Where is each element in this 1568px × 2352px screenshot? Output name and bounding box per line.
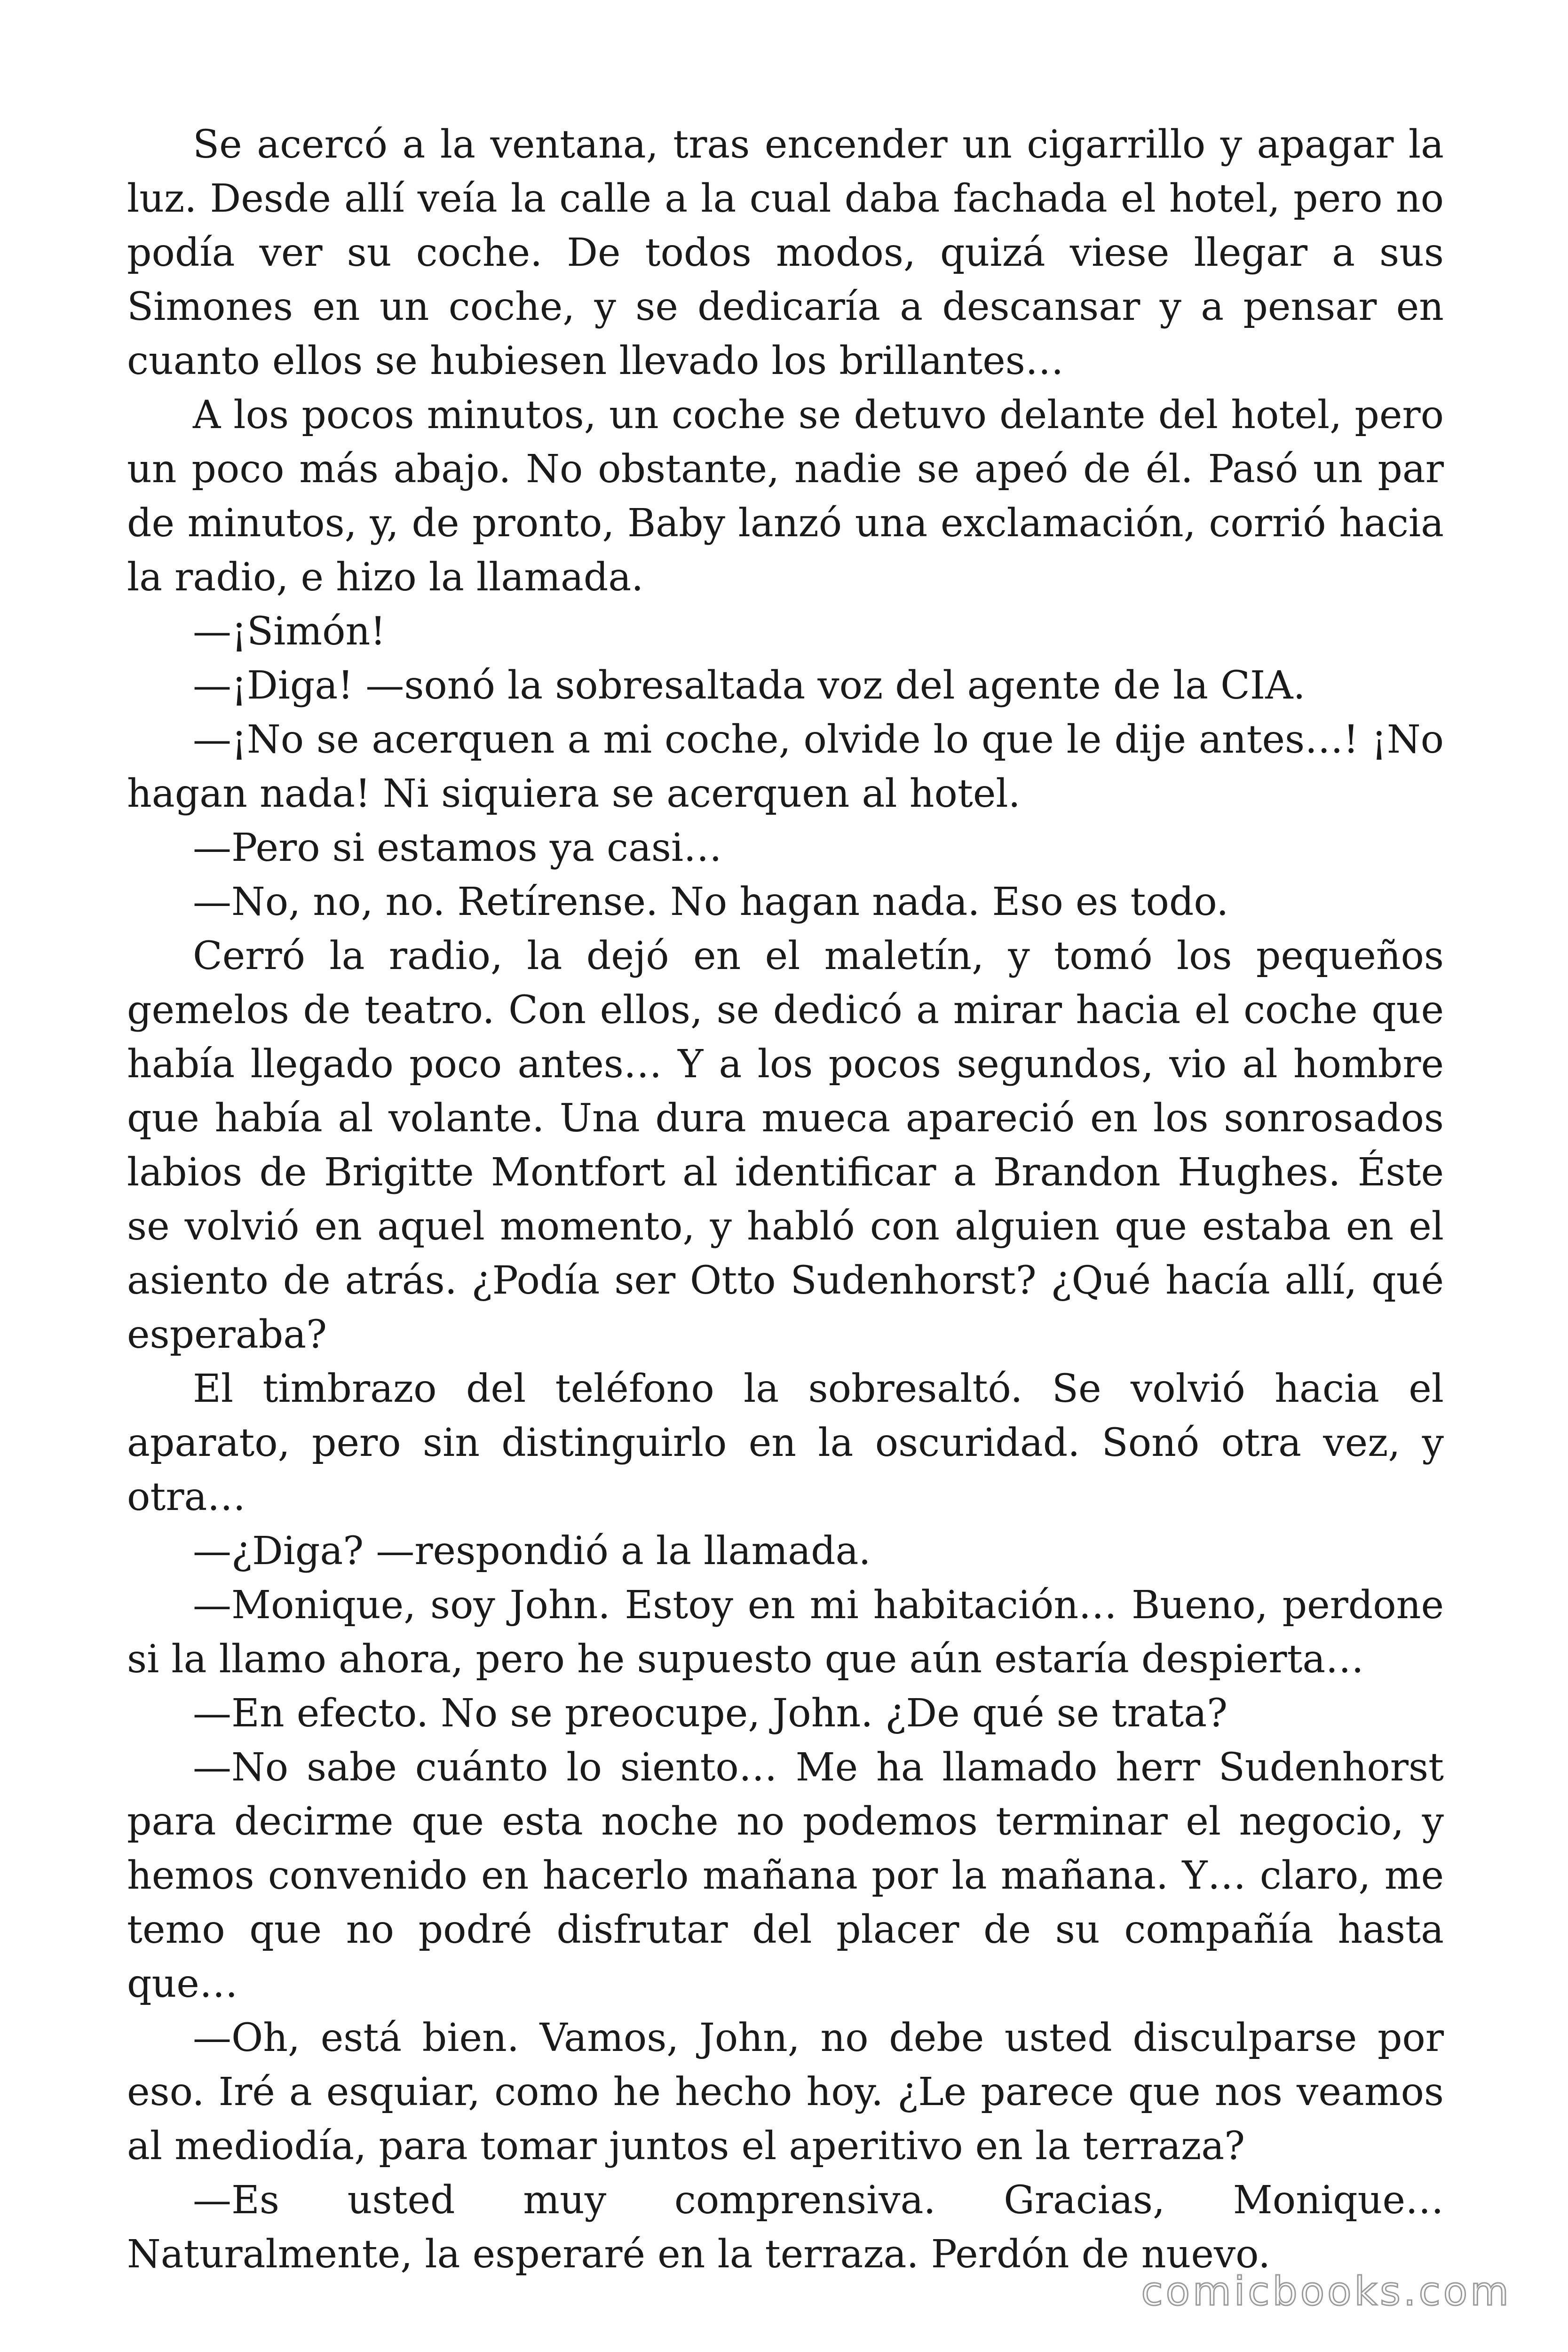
paragraph-3: —¡Simón! [193,609,386,654]
paragraph-12: —En efecto. No se preocupe, John. ¿De qué se trata? [193,1691,1228,1736]
paragraph-1: Se acercó a la ventana, tras encender un cigarrillo y apagar la luz. Desde allí veía la calle a la cual daba fachada el hotel, pero no podía ver su coche. De todos modos, quizá viese llegar a sus Simones en un coche, y se dedicaría a descansar y a pensar en cuanto ellos se hubiesen llevado los brillantes… [127,122,1444,383]
paragraph-6: —Pero si estamos ya casi… [193,826,722,870]
paragraph-2: A los pocos minutos, un coche se detuvo delante del hotel, pero un poco más abajo. No obstante, nadie se apeó de él. Pasó un par de minutos, y, de pronto, Baby lanzó una exclamación, corrió hacia la radio, e hizo la llamada. [127,393,1444,600]
paragraph-8: Cerró la radio, la dejó en el maletín, y tomó los pequeños gemelos de teatro. Con ellos, se dedicó a mirar hacia el coche que había llegado poco antes… Y a los pocos segundos, vio al hombre que había al volante. Una dura mueca apareció en los sonrosados labios de Brigitte Montfort al identificar a Brandon Hughes. Éste se volvió en aquel momento, y habló con alguien que estaba en el asiento de atrás. ¿Podía ser Otto Sudenhorst? ¿Qué hacía allí, qué esperaba? [127,934,1444,1357]
paragraph-5: —¡No se acerquen a mi coche, olvide lo que le dije antes…! ¡No hagan nada! Ni siquiera se acerquen al hotel. [127,717,1444,816]
paragraph-14: —Oh, está bien. Vamos, John, no debe usted disculparse por eso. Iré a esquiar, como he hecho hoy. ¿Le parece que nos veamos al mediodía, para tomar juntos el aperitivo en la terraza? [127,2016,1444,2169]
paragraph-13: —No sabe cuánto lo siento… Me ha llamado herr Sudenhorst para decirme que esta noche no podemos terminar el negocio, y hemos convenido en hacerlo mañana por la mañana. Y… claro, me temo que no podré disfrutar del placer de su compañía hasta que… [127,1745,1444,2006]
paragraph-7: —No, no, no. Retírense. No hagan nada. Eso es todo. [193,880,1229,924]
paragraph-15: —Es usted muy comprensiva. Gracias, Monique… Naturalmente, la esperaré en la terraza. Perdón de nuevo. [127,2178,1444,2277]
paragraph-4: —¡Diga! —sonó la sobresaltada voz del agente de la CIA. [193,663,1306,708]
watermark: comicbooks.com [1141,2268,1512,2314]
page-body [127,118,1444,2281]
paragraph-9: El timbrazo del teléfono la sobresaltó. Se volvió hacia el aparato, pero sin distinguirlo en la oscuridad. Sonó otra vez, y otra… [127,1367,1444,1519]
paragraph-11: —Monique, soy John. Estoy en mi habitación… Bueno, perdone si la llamo ahora, pero he supuesto que aún estaría despierta… [127,1583,1444,1682]
paragraph-10: —¿Diga? —respondió a la llamada. [193,1529,871,1573]
